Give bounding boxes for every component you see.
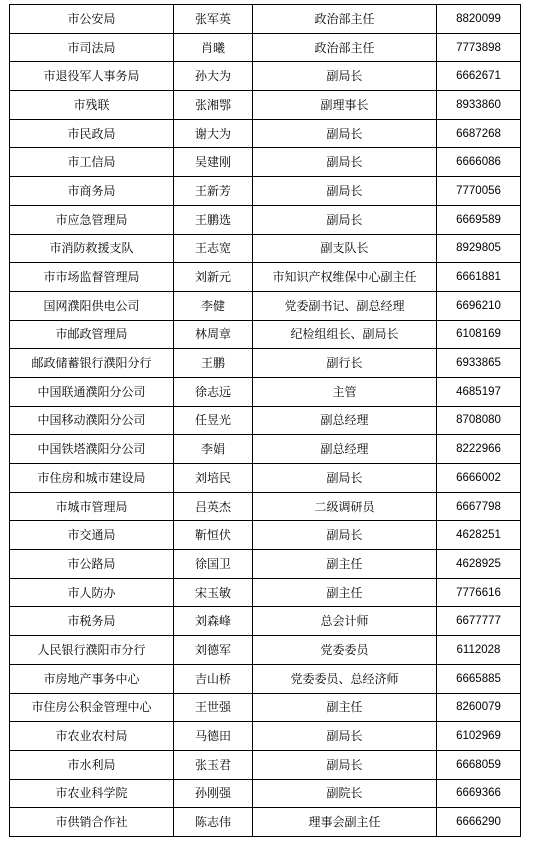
phone-cell: 4685197: [437, 377, 521, 406]
table-row: [10, 521, 521, 550]
position-cell: 副局长: [253, 521, 437, 550]
person-name-cell: 张玉君: [174, 750, 253, 779]
phone-cell: 6668059: [437, 750, 521, 779]
position-cell: 总会计师: [253, 607, 437, 636]
phone-cell: 6661881: [437, 263, 521, 292]
person-name-cell: 陈志伟: [174, 808, 253, 837]
person-name-cell: 刘森峰: [174, 607, 253, 636]
organization-cell: 市消防救援支队: [10, 234, 174, 263]
position-cell: 副主任: [253, 550, 437, 579]
position-cell: 党委委员: [253, 636, 437, 665]
phone-cell: 6666290: [437, 808, 521, 837]
phone-cell: 4628925: [437, 550, 521, 579]
table-row: [10, 377, 521, 406]
organization-cell: 中国联通濮阳分公司: [10, 377, 174, 406]
table-row: [10, 664, 521, 693]
position-cell: 副总经理: [253, 435, 437, 464]
organization-cell: 市公安局: [10, 5, 174, 34]
table-row: [10, 464, 521, 493]
person-name-cell: 刘培民: [174, 464, 253, 493]
person-name-cell: 靳恒伏: [174, 521, 253, 550]
table-row: [10, 33, 521, 62]
phone-cell: 8260079: [437, 693, 521, 722]
organization-cell: 市商务局: [10, 177, 174, 206]
organization-cell: 市市场监督管理局: [10, 263, 174, 292]
phone-cell: 7773898: [437, 33, 521, 62]
table-row: [10, 320, 521, 349]
organization-cell: 市交通局: [10, 521, 174, 550]
person-name-cell: 吉山桥: [174, 664, 253, 693]
table-row: [10, 779, 521, 808]
table-row: [10, 263, 521, 292]
organization-cell: 人民银行濮阳市分行: [10, 636, 174, 665]
organization-cell: 市工信局: [10, 148, 174, 177]
table-row: [10, 148, 521, 177]
organization-cell: 市残联: [10, 91, 174, 120]
person-name-cell: 王新芳: [174, 177, 253, 206]
person-name-cell: 李健: [174, 291, 253, 320]
position-cell: 副主任: [253, 578, 437, 607]
person-name-cell: 吕英杰: [174, 492, 253, 521]
table-row: [10, 5, 521, 34]
organization-cell: 市司法局: [10, 33, 174, 62]
table-row: [10, 808, 521, 837]
phone-cell: 6669589: [437, 205, 521, 234]
phone-cell: 8222966: [437, 435, 521, 464]
person-name-cell: 张湘鄂: [174, 91, 253, 120]
table-body: [10, 5, 521, 837]
person-name-cell: 王志宽: [174, 234, 253, 263]
table-row: [10, 607, 521, 636]
organization-cell: 市住房和城市建设局: [10, 464, 174, 493]
table-row: [10, 119, 521, 148]
organization-cell: 市房地产事务中心: [10, 664, 174, 693]
person-name-cell: 刘新元: [174, 263, 253, 292]
phone-cell: 6687268: [437, 119, 521, 148]
phone-cell: 7770056: [437, 177, 521, 206]
position-cell: 市知识产权维保中心副主任: [253, 263, 437, 292]
table-row: [10, 291, 521, 320]
person-name-cell: 宋玉敏: [174, 578, 253, 607]
phone-cell: 6667798: [437, 492, 521, 521]
table-row: [10, 722, 521, 751]
contact-table: [9, 4, 521, 837]
position-cell: 副支队长: [253, 234, 437, 263]
phone-cell: 6933865: [437, 349, 521, 378]
phone-cell: 6108169: [437, 320, 521, 349]
position-cell: 副局长: [253, 464, 437, 493]
table-row: [10, 205, 521, 234]
person-name-cell: 王鹏选: [174, 205, 253, 234]
organization-cell: 邮政储蓄银行濮阳分行: [10, 349, 174, 378]
person-name-cell: 林周章: [174, 320, 253, 349]
organization-cell: 市农业科学院: [10, 779, 174, 808]
position-cell: 政治部主任: [253, 5, 437, 34]
organization-cell: 市公路局: [10, 550, 174, 579]
organization-cell: 中国移动濮阳分公司: [10, 406, 174, 435]
table-row: [10, 693, 521, 722]
phone-cell: 6669366: [437, 779, 521, 808]
position-cell: 副局长: [253, 750, 437, 779]
organization-cell: 中国铁塔濮阳分公司: [10, 435, 174, 464]
phone-cell: 8933860: [437, 91, 521, 120]
position-cell: 副局长: [253, 722, 437, 751]
organization-cell: 市邮政管理局: [10, 320, 174, 349]
organization-cell: 国网濮阳供电公司: [10, 291, 174, 320]
person-name-cell: 张军英: [174, 5, 253, 34]
table-row: [10, 578, 521, 607]
organization-cell: 市民政局: [10, 119, 174, 148]
table-row: [10, 62, 521, 91]
position-cell: 副主任: [253, 693, 437, 722]
person-name-cell: 孙刚强: [174, 779, 253, 808]
organization-cell: 市水利局: [10, 750, 174, 779]
position-cell: 副局长: [253, 119, 437, 148]
table-row: [10, 636, 521, 665]
position-cell: 二级调研员: [253, 492, 437, 521]
position-cell: 副局长: [253, 148, 437, 177]
organization-cell: 市人防办: [10, 578, 174, 607]
organization-cell: 市城市管理局: [10, 492, 174, 521]
person-name-cell: 吴建刚: [174, 148, 253, 177]
table-row: [10, 177, 521, 206]
organization-cell: 市住房公积金管理中心: [10, 693, 174, 722]
phone-cell: 6677777: [437, 607, 521, 636]
phone-cell: 4628251: [437, 521, 521, 550]
position-cell: 副局长: [253, 177, 437, 206]
table-row: [10, 435, 521, 464]
position-cell: 党委副书记、副总经理: [253, 291, 437, 320]
phone-cell: 6662671: [437, 62, 521, 91]
position-cell: 纪检组组长、副局长: [253, 320, 437, 349]
phone-cell: 6665885: [437, 664, 521, 693]
table-row: [10, 492, 521, 521]
table-row: [10, 234, 521, 263]
phone-cell: 8708080: [437, 406, 521, 435]
table-row: [10, 91, 521, 120]
phone-cell: 6112028: [437, 636, 521, 665]
phone-cell: 6696210: [437, 291, 521, 320]
position-cell: 副行长: [253, 349, 437, 378]
organization-cell: 市供销合作社: [10, 808, 174, 837]
person-name-cell: 谢大为: [174, 119, 253, 148]
person-name-cell: 任昱光: [174, 406, 253, 435]
table-row: [10, 750, 521, 779]
table-row: [10, 550, 521, 579]
table-row: [10, 349, 521, 378]
person-name-cell: 肖曦: [174, 33, 253, 62]
organization-cell: 市应急管理局: [10, 205, 174, 234]
position-cell: 主管: [253, 377, 437, 406]
organization-cell: 市退役军人事务局: [10, 62, 174, 91]
person-name-cell: 李娟: [174, 435, 253, 464]
table-row: [10, 406, 521, 435]
phone-cell: 8929805: [437, 234, 521, 263]
position-cell: 理事会副主任: [253, 808, 437, 837]
phone-cell: 6666002: [437, 464, 521, 493]
person-name-cell: 徐志远: [174, 377, 253, 406]
phone-cell: 6102969: [437, 722, 521, 751]
position-cell: 政治部主任: [253, 33, 437, 62]
person-name-cell: 马德田: [174, 722, 253, 751]
phone-cell: 6666086: [437, 148, 521, 177]
person-name-cell: 王世强: [174, 693, 253, 722]
phone-cell: 7776616: [437, 578, 521, 607]
position-cell: 党委委员、总经济师: [253, 664, 437, 693]
position-cell: 副理事长: [253, 91, 437, 120]
person-name-cell: 刘德军: [174, 636, 253, 665]
position-cell: 副总经理: [253, 406, 437, 435]
organization-cell: 市农业农村局: [10, 722, 174, 751]
position-cell: 副院长: [253, 779, 437, 808]
phone-cell: 8820099: [437, 5, 521, 34]
position-cell: 副局长: [253, 205, 437, 234]
person-name-cell: 孙大为: [174, 62, 253, 91]
person-name-cell: 徐国卫: [174, 550, 253, 579]
organization-cell: 市税务局: [10, 607, 174, 636]
position-cell: 副局长: [253, 62, 437, 91]
person-name-cell: 王鹏: [174, 349, 253, 378]
